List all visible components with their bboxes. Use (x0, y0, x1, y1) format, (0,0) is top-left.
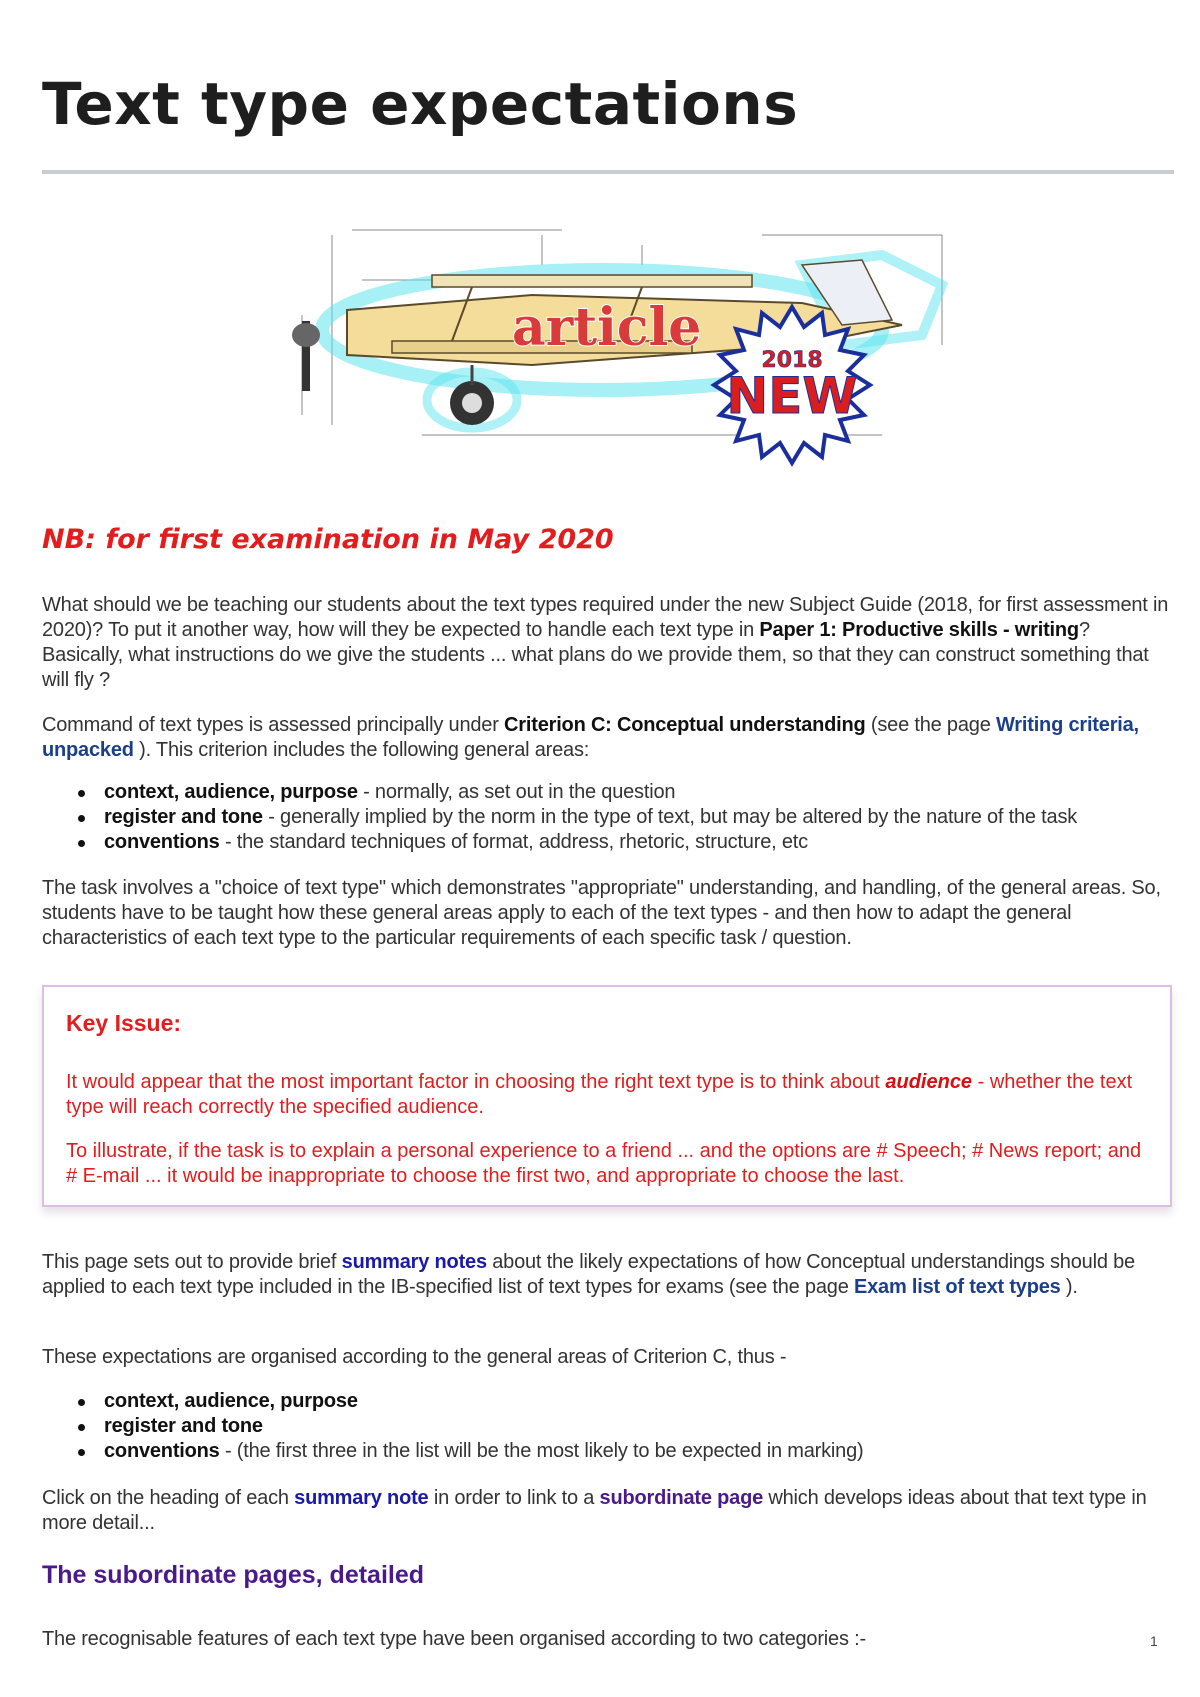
criterion-c-term: Criterion C: Conceptual understanding (504, 714, 866, 736)
list-term: context, audience, purpose (104, 1390, 358, 1412)
list-desc: - (the first three in the list will be the most likely to be expected in marking) (219, 1440, 864, 1462)
click-instructions-paragraph (42, 1486, 1174, 1536)
page-number: 1 (1150, 1633, 1158, 1649)
organised-text: These expectations are organised according to the general areas of Criterion C, thus - (42, 1346, 787, 1368)
criterion-text-mid: (see the page (865, 714, 996, 736)
criterion-text-end: ). This criterion includes the following general areas: (133, 739, 590, 761)
list-term: register and tone (104, 1415, 263, 1437)
intro-paragraph (42, 593, 1174, 693)
list-item (42, 1439, 1174, 1464)
list-term: conventions (104, 831, 220, 853)
task-text: The task involves a "choice of text type" which demonstrates "appropriate" understanding, and handling, of the general areas. So, students have to be taught how these general areas apply to each of the text types - and then how to adapt the general characteristics of each text type to the particular requirements of each specific task / question. (42, 877, 1161, 949)
summary-text-end: ). (1060, 1276, 1078, 1298)
title-divider (42, 170, 1174, 174)
article-biplane-illustration (242, 225, 1022, 485)
key-issue-text-end: - whether the text type will reach correctly the specified audience. (66, 1071, 1133, 1118)
subordinate-page-link[interactable]: subordinate page (599, 1487, 764, 1509)
article-word: article (512, 297, 702, 358)
key-issue-text: It would appear that the most important factor in choosing the right text type is to think about (66, 1071, 886, 1093)
list-item (42, 780, 1174, 805)
list-item (42, 1414, 1174, 1439)
key-issue-box (42, 985, 1172, 1207)
list-item (42, 830, 1174, 855)
task-paragraph (42, 876, 1174, 951)
summary-note-link[interactable]: summary note (294, 1487, 429, 1509)
intro-text-end: ? Basically, what instructions do we give the students ... what plans do we provide them, so that they can construct something that will fly ? (42, 619, 1149, 691)
list-desc: - generally implied by the norm in the type of text, but may be altered by the nature of the task (262, 806, 1078, 828)
intro-text: What should we be teaching our students about the text types required under the new Subject Guide (2018, for first assessment in 2020)? To put it another way, how will they be expected to handle each text type in (42, 594, 1169, 641)
criterion-paragraph (42, 713, 1174, 763)
summary-text-mid: about the likely expectations of how Conceptual understandings should be applied to each text type included in the IB-specified list of text types for exams (see the page (42, 1251, 1135, 1298)
key-issue-heading: Key Issue: (66, 1010, 182, 1036)
writing-criteria-link[interactable]: Writing criteria, unpacked (42, 714, 1139, 761)
list-item (42, 805, 1174, 830)
categories-paragraph (42, 1627, 1174, 1652)
audience-emphasis: audience (885, 1071, 973, 1093)
badge-new: NEW (726, 367, 858, 425)
click-text-mid: in order to link to a (428, 1487, 600, 1509)
page-title: Text type expectations (42, 70, 799, 138)
key-issue-paragraph-1 (66, 1070, 1146, 1120)
paper-1-term: Paper 1: Productive skills - writing (759, 619, 1079, 641)
list-desc: - the standard techniques of format, address, rhetoric, structure, etc (219, 831, 808, 853)
summary-paragraph (42, 1250, 1174, 1300)
criterion-text: Command of text types is assessed principally under (42, 714, 505, 736)
criterion-areas-list (42, 1389, 1174, 1464)
click-text-end: which develops ideas about that text type in more detail... (42, 1487, 1147, 1534)
summary-text: This page sets out to provide brief (42, 1251, 342, 1273)
exam-list-link[interactable]: Exam list of text types (853, 1276, 1061, 1298)
list-term: conventions (104, 1440, 220, 1462)
list-term: context, audience, purpose (104, 781, 358, 803)
subordinate-pages-heading: The subordinate pages, detailed (42, 1561, 425, 1589)
nb-heading: NB: for first examination in May 2020 (42, 524, 614, 555)
organised-paragraph (42, 1345, 1174, 1370)
list-desc: - normally, as set out in the question (357, 781, 676, 803)
key-issue-paragraph-2: To illustrate, if the task is to explain a personal experience to a friend ... and the options are # Speech; # News report; and # E-mail ... it would be inappropriate to choose the first two, and appropriate to choose the last. (66, 1140, 1142, 1187)
list-term: register and tone (104, 806, 263, 828)
list-item (42, 1389, 1174, 1414)
new-2018-badge (714, 307, 870, 463)
categories-text: The recognisable features of each text type have been organised according to two categories :- (42, 1628, 866, 1650)
general-areas-list (42, 780, 1174, 855)
summary-notes-link[interactable]: summary notes (341, 1251, 487, 1273)
click-text: Click on the heading of each (42, 1487, 295, 1509)
badge-year: 2018 (761, 348, 823, 373)
